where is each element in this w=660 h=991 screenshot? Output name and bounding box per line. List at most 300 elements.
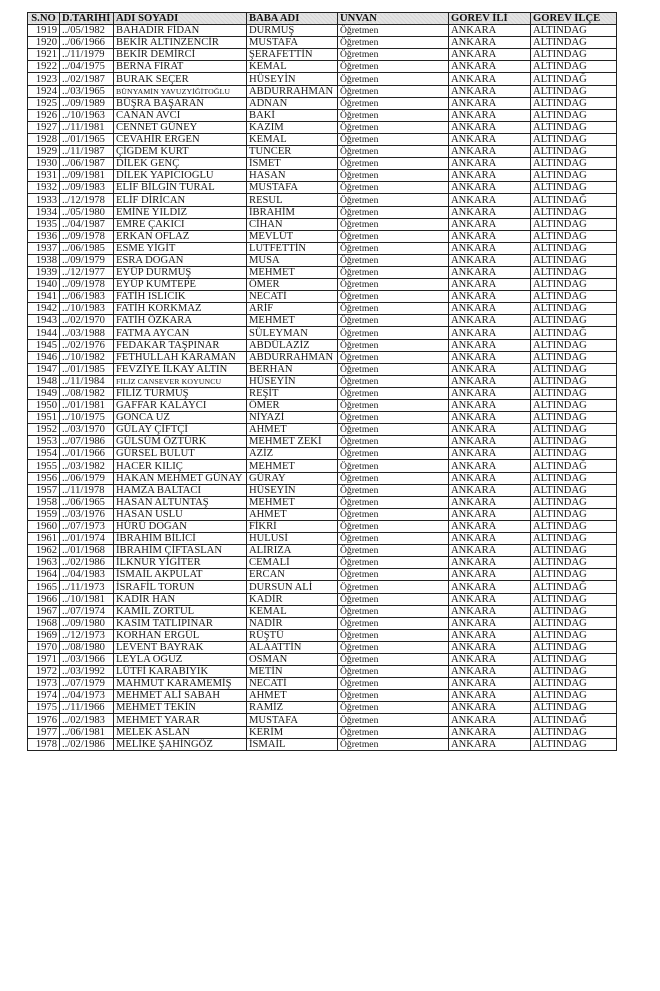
cell-no: 1948 (28, 375, 60, 387)
cell-district: ALTINDAĞ (531, 254, 617, 266)
cell-birth-date: ../01/1968 (60, 545, 114, 557)
cell-no: 1966 (28, 593, 60, 605)
cell-title: Öğretmen (338, 133, 449, 145)
cell-no: 1971 (28, 653, 60, 665)
cell-father-name: BAKİ (247, 109, 338, 121)
cell-district: ALTINDAĞ (531, 605, 617, 617)
cell-no: 1973 (28, 678, 60, 690)
cell-full-name: BURAK SEÇER (114, 73, 247, 85)
cell-district: ALTINDAĞ (531, 49, 617, 61)
cell-district: ALTINDAĞ (531, 424, 617, 436)
cell-no: 1920 (28, 37, 60, 49)
cell-full-name: İBRAHİM ÇİFTASLAN (114, 545, 247, 557)
cell-title: Öğretmen (338, 146, 449, 158)
table-row (28, 508, 617, 520)
cell-full-name: BEKİR DEMİRCİ (114, 49, 247, 61)
cell-father-name: KADİR (247, 593, 338, 605)
cell-full-name: MAHMUT KARAMEMİŞ (114, 678, 247, 690)
cell-birth-date: ../04/1987 (60, 218, 114, 230)
cell-father-name: RAMİZ (247, 702, 338, 714)
cell-birth-date: ../12/1977 (60, 266, 114, 278)
table-row (28, 351, 617, 363)
cell-district: ALTINDAĞ (531, 690, 617, 702)
cell-birth-date: ../07/1986 (60, 436, 114, 448)
cell-district: ALTINDAĞ (531, 230, 617, 242)
cell-city: ANKARA (449, 182, 531, 194)
cell-birth-date: ../02/1986 (60, 557, 114, 569)
cell-father-name: ALAATTİN (247, 641, 338, 653)
cell-birth-date: ../08/1980 (60, 641, 114, 653)
cell-no: 1941 (28, 291, 60, 303)
cell-district: ALTINDAĞ (531, 460, 617, 472)
cell-full-name: ÇİĞDEM KURT (114, 146, 247, 158)
cell-city: ANKARA (449, 218, 531, 230)
cell-title: Öğretmen (338, 375, 449, 387)
cell-father-name: KEMAL (247, 133, 338, 145)
cell-no: 1924 (28, 85, 60, 97)
cell-no: 1923 (28, 73, 60, 85)
cell-district: ALTINDAĞ (531, 315, 617, 327)
cell-full-name: GONCA UZ (114, 412, 247, 424)
cell-no: 1949 (28, 387, 60, 399)
cell-district: ALTINDAĞ (531, 472, 617, 484)
table-row (28, 653, 617, 665)
table-row (28, 158, 617, 170)
cell-title: Öğretmen (338, 363, 449, 375)
table-row (28, 49, 617, 61)
table-row (28, 726, 617, 738)
cell-birth-date: ../11/1987 (60, 146, 114, 158)
cell-no: 1938 (28, 254, 60, 266)
cell-full-name: EMRE ÇAKICI (114, 218, 247, 230)
cell-district: ALTINDAĞ (531, 194, 617, 206)
cell-title: Öğretmen (338, 533, 449, 545)
cell-father-name: ADNAN (247, 97, 338, 109)
cell-father-name: DURSUN ALİ (247, 581, 338, 593)
cell-city: ANKARA (449, 653, 531, 665)
cell-title: Öğretmen (338, 291, 449, 303)
table-row (28, 109, 617, 121)
cell-birth-date: ../06/1979 (60, 472, 114, 484)
cell-city: ANKARA (449, 702, 531, 714)
cell-title: Öğretmen (338, 37, 449, 49)
cell-father-name: ÖMER (247, 279, 338, 291)
cell-no: 1965 (28, 581, 60, 593)
cell-district: ALTINDAĞ (531, 85, 617, 97)
cell-full-name: FATMA AYCAN (114, 327, 247, 339)
cell-title: Öğretmen (338, 545, 449, 557)
cell-city: ANKARA (449, 557, 531, 569)
cell-father-name: SÜLEYMAN (247, 327, 338, 339)
table-row (28, 315, 617, 327)
cell-birth-date: ../03/1992 (60, 666, 114, 678)
cell-city: ANKARA (449, 581, 531, 593)
cell-title: Öğretmen (338, 726, 449, 738)
cell-full-name: HAMZA BALTACI (114, 484, 247, 496)
cell-full-name: KORHAN ERGÜL (114, 629, 247, 641)
cell-title: Öğretmen (338, 738, 449, 750)
cell-father-name: MEHMET (247, 266, 338, 278)
header-title: UNVAN (338, 13, 449, 25)
table-row (28, 460, 617, 472)
cell-district: ALTINDAĞ (531, 37, 617, 49)
cell-title: Öğretmen (338, 436, 449, 448)
cell-birth-date: ../07/1974 (60, 605, 114, 617)
header-row (28, 13, 617, 25)
cell-district: ALTINDAĞ (531, 726, 617, 738)
cell-birth-date: ../02/1987 (60, 73, 114, 85)
cell-district: ALTINDAĞ (531, 291, 617, 303)
cell-no: 1957 (28, 484, 60, 496)
cell-no: 1950 (28, 400, 60, 412)
cell-father-name: CİHAN (247, 218, 338, 230)
cell-full-name: EYÜP KUMTEPE (114, 279, 247, 291)
cell-city: ANKARA (449, 242, 531, 254)
cell-title: Öğretmen (338, 412, 449, 424)
cell-birth-date: ../03/1976 (60, 508, 114, 520)
header-district: GOREV İLÇE (531, 13, 617, 25)
cell-city: ANKARA (449, 484, 531, 496)
cell-no: 1927 (28, 121, 60, 133)
cell-full-name: İSRAFİL TORUN (114, 581, 247, 593)
cell-city: ANKARA (449, 279, 531, 291)
cell-city: ANKARA (449, 315, 531, 327)
cell-title: Öğretmen (338, 702, 449, 714)
table-row (28, 254, 617, 266)
cell-full-name: LEVENT BAYRAK (114, 641, 247, 653)
table-row (28, 484, 617, 496)
cell-full-name: MELİKE ŞAHİNGÖZ (114, 738, 247, 750)
cell-title: Öğretmen (338, 242, 449, 254)
cell-city: ANKARA (449, 726, 531, 738)
cell-city: ANKARA (449, 291, 531, 303)
cell-no: 1934 (28, 206, 60, 218)
cell-father-name: MUSTAFA (247, 714, 338, 726)
cell-district: ALTINDAĞ (531, 121, 617, 133)
cell-title: Öğretmen (338, 678, 449, 690)
cell-no: 1956 (28, 472, 60, 484)
cell-full-name: KASIM TATLIPINAR (114, 617, 247, 629)
cell-no: 1945 (28, 339, 60, 351)
cell-city: ANKARA (449, 412, 531, 424)
cell-city: ANKARA (449, 327, 531, 339)
cell-birth-date: ../02/1986 (60, 738, 114, 750)
cell-father-name: AHMET (247, 508, 338, 520)
cell-title: Öğretmen (338, 303, 449, 315)
cell-full-name: CEVAHİR ERGEN (114, 133, 247, 145)
cell-father-name: ÖMER (247, 400, 338, 412)
cell-no: 1953 (28, 436, 60, 448)
cell-city: ANKARA (449, 206, 531, 218)
cell-title: Öğretmen (338, 218, 449, 230)
cell-birth-date: ../02/1976 (60, 339, 114, 351)
cell-birth-date: ../01/1981 (60, 400, 114, 412)
cell-city: ANKARA (449, 436, 531, 448)
cell-father-name: ERCAN (247, 569, 338, 581)
cell-birth-date: ../09/1978 (60, 230, 114, 242)
cell-city: ANKARA (449, 49, 531, 61)
cell-district: ALTINDAĞ (531, 339, 617, 351)
cell-district: ALTINDAĞ (531, 520, 617, 532)
cell-father-name: İSMET (247, 158, 338, 170)
cell-full-name: FATİH ISLICIK (114, 291, 247, 303)
cell-full-name: KADİR HAN (114, 593, 247, 605)
cell-city: ANKARA (449, 73, 531, 85)
cell-district: ALTINDAĞ (531, 97, 617, 109)
cell-title: Öğretmen (338, 73, 449, 85)
cell-full-name: EMİNE YILDIZ (114, 206, 247, 218)
cell-no: 1967 (28, 605, 60, 617)
header-name: ADI SOYADI (114, 13, 247, 25)
table-row (28, 533, 617, 545)
cell-no: 1951 (28, 412, 60, 424)
header-date: D.TARİHİ (60, 13, 114, 25)
cell-no: 1964 (28, 569, 60, 581)
cell-title: Öğretmen (338, 508, 449, 520)
cell-full-name: BERNA FIRAT (114, 61, 247, 73)
cell-birth-date: ../11/1981 (60, 121, 114, 133)
cell-no: 1975 (28, 702, 60, 714)
table-row (28, 702, 617, 714)
cell-birth-date: ../04/1975 (60, 61, 114, 73)
table-row (28, 545, 617, 557)
cell-birth-date: ../09/1989 (60, 97, 114, 109)
cell-birth-date: ../09/1983 (60, 182, 114, 194)
cell-full-name: CANAN AVCI (114, 109, 247, 121)
cell-title: Öğretmen (338, 230, 449, 242)
cell-no: 1932 (28, 182, 60, 194)
cell-title: Öğretmen (338, 97, 449, 109)
cell-district: ALTINDAĞ (531, 617, 617, 629)
cell-title: Öğretmen (338, 424, 449, 436)
table-row (28, 182, 617, 194)
cell-district: ALTINDAĞ (531, 109, 617, 121)
cell-birth-date: ../09/1980 (60, 617, 114, 629)
cell-district: ALTINDAĞ (531, 133, 617, 145)
cell-title: Öğretmen (338, 593, 449, 605)
cell-district: ALTINDAĞ (531, 484, 617, 496)
cell-no: 1943 (28, 315, 60, 327)
cell-city: ANKARA (449, 25, 531, 37)
cell-father-name: İSMAİL (247, 738, 338, 750)
cell-father-name: RÜŞTÜ (247, 629, 338, 641)
cell-district: ALTINDAĞ (531, 266, 617, 278)
table-row (28, 230, 617, 242)
cell-full-name: LÜTFİ KARABIYIK (114, 666, 247, 678)
cell-birth-date: ../10/1981 (60, 593, 114, 605)
cell-no: 1962 (28, 545, 60, 557)
cell-father-name: KAZIM (247, 121, 338, 133)
table-row (28, 25, 617, 37)
cell-father-name: BERHAN (247, 363, 338, 375)
cell-full-name: HACER KILIÇ (114, 460, 247, 472)
cell-no: 1960 (28, 520, 60, 532)
cell-city: ANKARA (449, 387, 531, 399)
cell-father-name: NECATİ (247, 291, 338, 303)
document-page (27, 12, 617, 751)
cell-father-name: MEVLÜT (247, 230, 338, 242)
cell-father-name: MUSA (247, 254, 338, 266)
cell-city: ANKARA (449, 533, 531, 545)
cell-father-name: ALİRIZA (247, 545, 338, 557)
cell-father-name: OSMAN (247, 653, 338, 665)
cell-no: 1952 (28, 424, 60, 436)
cell-birth-date: ../06/1983 (60, 291, 114, 303)
table-row (28, 617, 617, 629)
cell-father-name: MEHMET (247, 460, 338, 472)
cell-title: Öğretmen (338, 605, 449, 617)
cell-birth-date: ../11/1978 (60, 484, 114, 496)
cell-full-name: ELİF DİRİCAN (114, 194, 247, 206)
cell-father-name: AHMET (247, 424, 338, 436)
cell-title: Öğretmen (338, 520, 449, 532)
cell-no: 1947 (28, 363, 60, 375)
cell-birth-date: ../03/1970 (60, 424, 114, 436)
cell-district: ALTINDAĞ (531, 678, 617, 690)
cell-birth-date: ../01/1985 (60, 363, 114, 375)
cell-full-name: ESME YİĞİT (114, 242, 247, 254)
cell-full-name: LEYLA OĞUZ (114, 653, 247, 665)
cell-father-name: HASAN (247, 170, 338, 182)
cell-city: ANKARA (449, 146, 531, 158)
cell-birth-date: ../06/1965 (60, 496, 114, 508)
cell-birth-date: ../06/1987 (60, 158, 114, 170)
cell-district: ALTINDAĞ (531, 738, 617, 750)
cell-full-name: MEHMET YARAR (114, 714, 247, 726)
cell-city: ANKARA (449, 424, 531, 436)
cell-birth-date: ../10/1975 (60, 412, 114, 424)
cell-district: ALTINDAĞ (531, 218, 617, 230)
cell-no: 1970 (28, 641, 60, 653)
cell-title: Öğretmen (338, 714, 449, 726)
cell-title: Öğretmen (338, 206, 449, 218)
cell-title: Öğretmen (338, 484, 449, 496)
cell-no: 1968 (28, 617, 60, 629)
cell-title: Öğretmen (338, 279, 449, 291)
table-row (28, 206, 617, 218)
table-row (28, 472, 617, 484)
cell-full-name: DİLEK GENÇ (114, 158, 247, 170)
cell-district: ALTINDAĞ (531, 387, 617, 399)
cell-birth-date: ../05/1982 (60, 25, 114, 37)
cell-no: 1937 (28, 242, 60, 254)
cell-city: ANKARA (449, 472, 531, 484)
cell-birth-date: ../02/1970 (60, 315, 114, 327)
cell-district: ALTINDAĞ (531, 702, 617, 714)
table-row (28, 690, 617, 702)
cell-birth-date: ../02/1983 (60, 714, 114, 726)
cell-city: ANKARA (449, 230, 531, 242)
cell-full-name: BAHADIR FİDAN (114, 25, 247, 37)
cell-no: 1978 (28, 738, 60, 750)
header-no: S.NO (28, 13, 60, 25)
cell-no: 1931 (28, 170, 60, 182)
table-row (28, 400, 617, 412)
cell-father-name: MEHMET (247, 315, 338, 327)
cell-no: 1926 (28, 109, 60, 121)
cell-full-name: GÜLAY ÇİFTÇİ (114, 424, 247, 436)
cell-father-name: TUNCER (247, 146, 338, 158)
cell-father-name: NECATİ (247, 678, 338, 690)
cell-no: 1944 (28, 327, 60, 339)
cell-father-name: AZİZ (247, 448, 338, 460)
cell-title: Öğretmen (338, 569, 449, 581)
cell-birth-date: ../09/1978 (60, 279, 114, 291)
table-row (28, 133, 617, 145)
cell-district: ALTINDAĞ (531, 363, 617, 375)
table-row (28, 61, 617, 73)
cell-father-name: HÜSEYİN (247, 484, 338, 496)
cell-birth-date: ../03/1982 (60, 460, 114, 472)
cell-father-name: KERİM (247, 726, 338, 738)
cell-district: ALTINDAĞ (531, 25, 617, 37)
cell-father-name: HULUSİ (247, 533, 338, 545)
cell-full-name: FEVZİYE İLKAY ALTIN (114, 363, 247, 375)
cell-father-name: METİN (247, 666, 338, 678)
cell-city: ANKARA (449, 339, 531, 351)
cell-title: Öğretmen (338, 121, 449, 133)
cell-father-name: CEMALİ (247, 557, 338, 569)
cell-district: ALTINDAĞ (531, 400, 617, 412)
cell-title: Öğretmen (338, 315, 449, 327)
cell-city: ANKARA (449, 400, 531, 412)
cell-title: Öğretmen (338, 158, 449, 170)
cell-district: ALTINDAĞ (531, 206, 617, 218)
cell-district: ALTINDAĞ (531, 436, 617, 448)
cell-birth-date: ../11/1973 (60, 581, 114, 593)
header-city: GOREV İLİ (449, 13, 531, 25)
cell-district: ALTINDAĞ (531, 158, 617, 170)
cell-district: ALTINDAĞ (531, 412, 617, 424)
cell-father-name: MEHMET (247, 496, 338, 508)
cell-city: ANKARA (449, 569, 531, 581)
cell-full-name: GÜRSEL BULUT (114, 448, 247, 460)
table-row (28, 678, 617, 690)
cell-title: Öğretmen (338, 194, 449, 206)
cell-birth-date: ../10/1983 (60, 303, 114, 315)
cell-district: ALTINDAĞ (531, 279, 617, 291)
cell-birth-date: ../04/1983 (60, 569, 114, 581)
cell-birth-date: ../09/1979 (60, 254, 114, 266)
cell-city: ANKARA (449, 303, 531, 315)
cell-district: ALTINDAĞ (531, 533, 617, 545)
cell-birth-date: ../07/1979 (60, 678, 114, 690)
cell-district: ALTINDAĞ (531, 375, 617, 387)
cell-full-name: ELİF BİLGİN TURAL (114, 182, 247, 194)
cell-district: ALTINDAĞ (531, 557, 617, 569)
cell-father-name: ABDÜLAZİZ (247, 339, 338, 351)
cell-birth-date: ../11/1979 (60, 49, 114, 61)
cell-no: 1954 (28, 448, 60, 460)
cell-title: Öğretmen (338, 581, 449, 593)
cell-district: ALTINDAĞ (531, 593, 617, 605)
cell-title: Öğretmen (338, 339, 449, 351)
cell-no: 1958 (28, 496, 60, 508)
cell-full-name: FATİH KORKMAZ (114, 303, 247, 315)
cell-no: 1963 (28, 557, 60, 569)
cell-city: ANKARA (449, 363, 531, 375)
cell-full-name: KAMİL ZORTUL (114, 605, 247, 617)
cell-district: ALTINDAĞ (531, 61, 617, 73)
cell-full-name: BÜNYAMİN YAVUZYİĞİTOĞLU (114, 85, 247, 97)
table-body (28, 25, 617, 751)
cell-title: Öğretmen (338, 266, 449, 278)
table-row (28, 266, 617, 278)
cell-father-name: HÜSEYİN (247, 73, 338, 85)
table-row (28, 37, 617, 49)
cell-father-name: GÜRAY (247, 472, 338, 484)
cell-city: ANKARA (449, 690, 531, 702)
